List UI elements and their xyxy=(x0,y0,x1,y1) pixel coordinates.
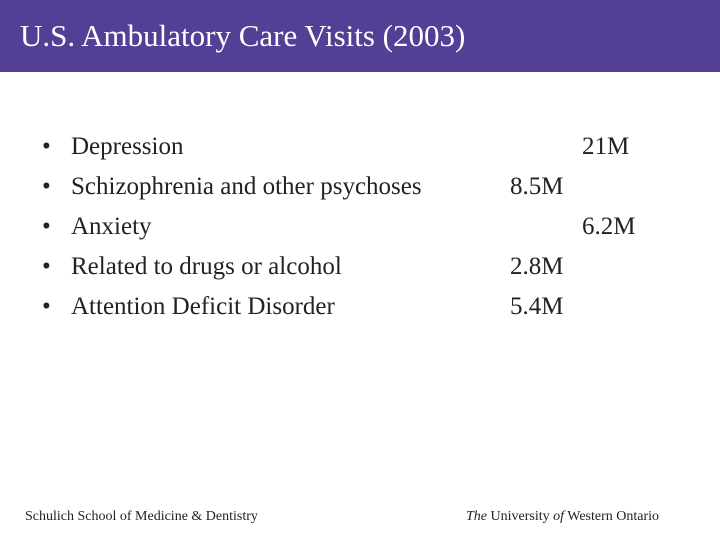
bullet-icon: • xyxy=(42,133,51,160)
list-item xyxy=(0,287,720,327)
bullet-icon: • xyxy=(42,293,51,320)
item-value: 8.5M xyxy=(510,173,564,200)
item-label: Schizophrenia and other psychoses xyxy=(71,173,422,200)
list-item xyxy=(0,127,720,167)
list-item xyxy=(0,207,720,247)
title-bar xyxy=(0,0,720,72)
footer-the: The xyxy=(466,509,487,524)
footer-of: of xyxy=(553,509,564,524)
item-value: 2.8M xyxy=(510,253,564,280)
item-label: Attention Deficit Disorder xyxy=(71,293,335,320)
bullet-icon: • xyxy=(42,253,51,280)
item-value: 6.2M xyxy=(582,213,636,240)
bullet-icon: • xyxy=(42,173,51,200)
list-item xyxy=(0,167,720,207)
item-value: 5.4M xyxy=(510,293,564,320)
footer-university xyxy=(466,509,659,525)
item-label: Anxiety xyxy=(71,213,152,240)
slide-title: U.S. Ambulatory Care Visits (2003) xyxy=(20,18,466,53)
bullet-list xyxy=(0,127,720,327)
footer-university-word: University xyxy=(490,509,550,524)
list-item xyxy=(0,247,720,287)
item-value: 21M xyxy=(582,133,630,160)
item-label: Depression xyxy=(71,133,184,160)
footer-school: Schulich School of Medicine & Dentistry xyxy=(25,509,258,524)
footer-name: Western Ontario xyxy=(567,509,660,524)
bullet-icon: • xyxy=(42,213,51,240)
item-label: Related to drugs or alcohol xyxy=(71,253,342,280)
